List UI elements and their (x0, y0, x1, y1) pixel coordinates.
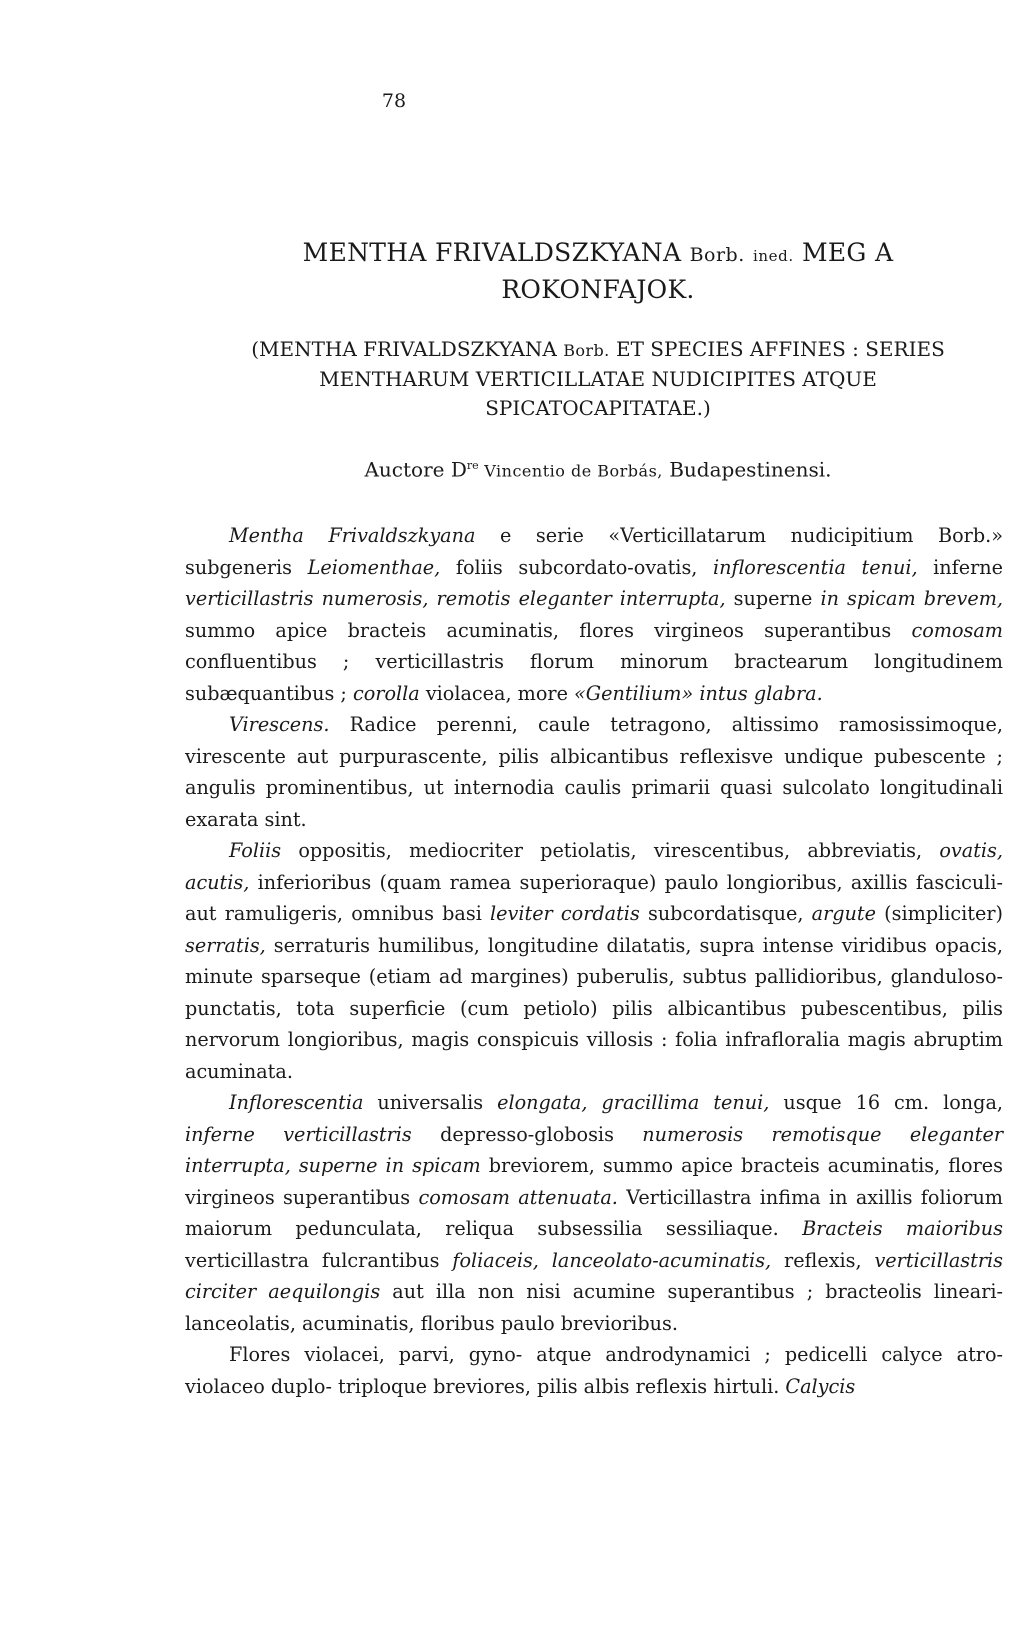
latin-subtitle-part-b: ET SPECIES AFFINES : SERIES MENTHARUM VERTICILLATAE NUDICIPITES ATQUE SPICATOCAPITATAE.) (319, 337, 945, 420)
author-line (228, 451, 968, 486)
title-block (228, 236, 968, 486)
title-author-abbrev: Borb. (689, 244, 745, 266)
p1-span-15: «Gentilium» intus glabra. (574, 681, 823, 705)
p4-span-15: verticillastris circiter aequilongis (185, 1248, 1003, 1303)
page-number: 78 (381, 90, 407, 112)
p3-span-10: serraturis humilibus, longitudine dilatatis, supra intense viridibus opacis, minute sparseque (etiam ad margines) puberulis, subtus pallidioribus, glanduloso-punctatis, tota superficie (cum petiolo) pilis albicantibus pubescentibus, pilis nervorum longioribus, magis conspicuis villosis : folia infrafloralia magis abruptim acuminata. (185, 933, 1003, 1083)
paragraph-flores (185, 1339, 1003, 1402)
p4-span-5: inferne verticillastris (185, 1122, 412, 1146)
paragraph-virescens (185, 709, 1003, 835)
title-main-part-b: MEG A ROKONFAJOK. (501, 238, 894, 304)
title-main-part-a: MENTHA FRIVALDSZKYANA (302, 238, 690, 267)
p3-span-3: ovatis, acutis, (185, 839, 1003, 894)
author-suffix: Budapestinensi. (662, 457, 832, 482)
p5-span-1: Flores violacei, parvi, gyno- atque androdynamici ; pedicelli calyce atro-violaceo duplo- triploque breviores, pilis albis reflexis hirtuli. (185, 1343, 1003, 1398)
p4-span-9: comosam attenuata. (418, 1185, 618, 1209)
p3-span-7: argute (811, 902, 876, 925)
article-title (228, 236, 968, 307)
p4-span-16: aut illa non nisi acumine superantibus ; bracteolis lineari-lanceolatis, acuminatis, floribus paulo brevioribus. (185, 1280, 1003, 1335)
p1-span-7: verticillastris numerosis, remotis eleganter interrupta, (185, 587, 726, 610)
p3-span-6: subcordatisque, (639, 902, 812, 925)
p4-span-14: reflexis, (771, 1248, 875, 1272)
p1-span-4: foliis subcordato-ovatis, (440, 555, 713, 579)
p1-span-14: violacea, more (419, 681, 575, 705)
p4-span-10: Verticillastra infima in axillis foliorum maiorum pedunculata, reliqua subsessilia sessiliaque. (185, 1185, 1003, 1240)
paragraph-foliis (185, 835, 1003, 1087)
p1-span-9: in spicam brevem, (820, 587, 1003, 610)
p1-span-13: corolla (352, 681, 420, 705)
author-sup: re (466, 459, 479, 472)
p4-span-13: foliaceis, lanceolato-acuminatis, (452, 1248, 772, 1272)
p1-span-3: Leiomenthae, (307, 555, 441, 579)
p3-span-8: (simpliciter) (875, 902, 1003, 925)
paragraph-diagnosis (185, 520, 1003, 709)
title-ined: ined. (753, 247, 794, 265)
p4-span-4: usque 16 cm. longa, (769, 1091, 1003, 1114)
p4-span-7: numerosis remotisque eleganter interrupta, superne in spicam (185, 1122, 1003, 1177)
p3-span-4: inferioribus (quam ramea superioraque) paulo longioribus, axillis fasciculi- aut ramuligeris, omnibus basi (185, 870, 1003, 925)
p1-span-6: inferne (917, 555, 1003, 579)
p4-span-2: universalis (363, 1091, 498, 1114)
p1-span-5: inflorescentia tenui, (712, 555, 918, 579)
author-name: Vincentio de Borbás, (478, 461, 663, 481)
paragraph-inflorescentia (185, 1087, 1003, 1339)
body-text (185, 520, 1003, 1402)
latin-subtitle-part-a: (MENTHA FRIVALDSZKYANA (251, 337, 564, 361)
p1-span-11: comosam (911, 618, 1003, 642)
p4-span-11: Bracteis maioribus (802, 1217, 1003, 1240)
p2-span-2: Radice perenni, caule tetragono, altissimo ramosissimoque, virescente aut purpurascente, pilis albicantibus reflexisve undique pubescente ; angulis prominentibus, ut internodia caulis primarii quasi sulcolato longitudinali exarata sint. (185, 713, 1003, 831)
p2-span-1: Virescens. (229, 713, 330, 736)
p4-span-1: Inflorescentia (229, 1091, 364, 1114)
p1-span-8: superne (725, 587, 821, 610)
p1-span-2: e serie «Verticillatarum nudicipitium Borb.» subgeneris (185, 524, 1003, 579)
p4-span-8: breviorem, summo apice bracteis acuminatis, flores virgineos superantibus (185, 1154, 1003, 1209)
p1-span-1: Mentha Frivaldszkyana (229, 524, 476, 547)
p3-span-5: leviter cordatis (490, 902, 640, 925)
p1-span-12: confluentibus ; verticillastris florum minorum bractearum longitudinem subæquantibus ; (185, 650, 1003, 705)
p4-span-6: depresso-globosis (411, 1122, 643, 1146)
p4-span-3: elongata, gracillima tenui, (497, 1091, 770, 1114)
p4-span-12: verticillastra fulcrantibus (185, 1248, 453, 1272)
p5-span-2: Calycis (785, 1374, 856, 1398)
p3-span-2: oppositis, mediocriter petiolatis, virescentibus, abbreviatis, (281, 839, 940, 862)
p3-span-1: Foliis (229, 839, 282, 862)
p1-span-10: summo apice bracteis acuminatis, flores virgineos superantibus (185, 618, 912, 642)
author-prefix: Auctore D (364, 457, 467, 482)
p3-span-9: serratis, (185, 933, 266, 957)
latin-subtitle (228, 335, 968, 423)
latin-subtitle-author: Borb. (563, 341, 610, 360)
